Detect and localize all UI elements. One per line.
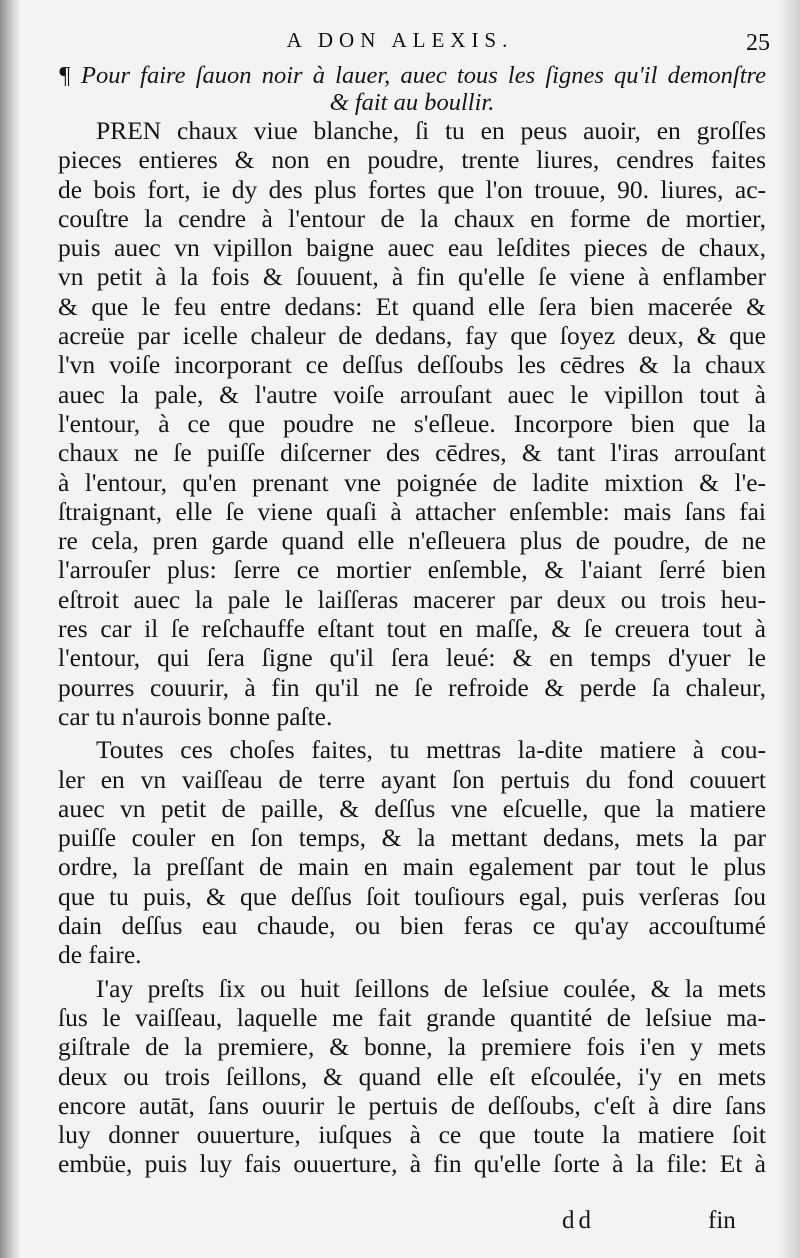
text-line: & que le feu entre dedans: Et quand elle ſera bien macerée &	[58, 291, 766, 321]
text-line: encore autāt, ſans ouurir le pertuis de deſſoubs, c'eſt à dire ſans	[58, 1090, 766, 1120]
text-line: l'arrouſer plus: ſerre ce mortier enſemble, & l'aiant ſerré bien	[58, 555, 766, 585]
text-line: luy donner ouuerture, iuſques à ce que toute la matiere ſoit	[58, 1120, 766, 1150]
text-line: pieces entieres & non en poudre, trente liures, cendres faites	[58, 145, 766, 175]
paragraph	[58, 116, 766, 731]
text-line: acreüe par icelle chaleur de dedans, fay que ſoyez deux, & que	[58, 321, 766, 351]
page-header	[0, 28, 800, 60]
text-line: PREN chaux viue blanche, ſi tu en peus auoir, en groſſes	[96, 116, 766, 145]
text-line: Toutes ces choſes faites, tu mettras la-dite matiere à cou-	[96, 735, 766, 765]
text-line: de bois fort, ie dy des plus fortes que l'on trouue, 90. liures, ac-	[58, 174, 766, 204]
text-line: res car il ſe reſchauffe eſtant tout en maſſe, & ſe creuera tout à	[58, 614, 766, 644]
signature-mark: dd	[562, 1207, 595, 1234]
page-edge-shadow	[778, 0, 800, 1258]
page-footer	[0, 1207, 800, 1237]
text-line: ler en vn vaiſſeau de terre ayant ſon pertuis du fond couuert	[58, 764, 766, 794]
text-line: auec la pale, & l'autre voiſe arrouſant auec le vipillon tout à	[58, 379, 766, 409]
text-line: embüe, puis luy fais ouuerture, à fin qu'elle ſorte à la file: Et à	[58, 1149, 766, 1179]
text-line: re cela, pren garde quand elle n'eſleuera plus de poudre, de ne	[58, 526, 766, 556]
text-line: l'entour, à ce que poudre ne s'eſleue. Incorpore bien que la	[58, 408, 766, 438]
text-line: ſtraignant, elle ſe viene quaſi à attacher enſemble: mais ſans fai	[58, 496, 766, 526]
text-line: à l'entour, qu'en prenant vne poignée de ladite mixtion & l'e-	[58, 467, 766, 497]
paragraph	[58, 735, 766, 969]
text-line: puiſſe couler en ſon temps, & la mettant dedans, mets la par	[58, 823, 766, 853]
title-line: & fait au boullir.	[329, 89, 495, 116]
section-title	[58, 62, 766, 116]
text-line: que tu puis, & que deſſus ſoit touſiours egal, puis verſeras ſou	[58, 881, 766, 911]
text-line: eſtroit auec la pale le laiſſeras macerer par deux ou trois heu-	[58, 584, 766, 614]
text-line: l'vn voiſe incorporant ce deſſus deſſoubs les cēdres & la chaux	[58, 350, 766, 380]
paragraph	[58, 974, 766, 1179]
text-block	[58, 62, 766, 1179]
page-number: 25	[746, 30, 770, 56]
text-line: vn petit à la fois & ſouuent, à fin qu'elle ſe viene à enflamber	[58, 262, 766, 292]
text-line: couſtre la cendre à l'entour de la chaux en forme de mortier,	[58, 203, 766, 233]
page-gutter-shadow	[0, 0, 20, 1258]
text-line: dain deſſus eau chaude, ou bien feras ce qu'ay accouſtumé	[58, 911, 766, 941]
text-line: auec vn petit de paille, & deſſus vne eſcuelle, que la matiere	[58, 793, 766, 823]
text-line: puis auec vn vipillon baigne auec eau leſdites pieces de chaux,	[58, 233, 766, 263]
text-line: I'ay preſts ſix ou huit ſeillons de leſsiue coulée, & la mets	[96, 973, 766, 1003]
text-line: car tu n'aurois bonne paſte.	[58, 701, 333, 731]
text-line: de faire.	[58, 940, 142, 970]
text-line: ſus le vaiſſeau, laquelle me fait grande quantité de leſsiue ma-	[58, 1002, 766, 1032]
running-head: A DON ALEXIS.	[286, 28, 514, 52]
text-line: chaux ne ſe puiſſe diſcerner des cēdres, & tant l'iras arrouſant	[58, 438, 766, 468]
text-line: ordre, la preſſant de main en main egalement par tout le plus	[58, 852, 766, 882]
text-line: giſtrale de la premiere, & bonne, la premiere fois i'en y mets	[58, 1032, 766, 1062]
title-line: ¶ Pour faire ſauon noir à lauer, auec tous les ſignes qu'il demonſtre	[58, 62, 766, 89]
text-line: pourres couurir, à fin qu'il ne ſe refroide & perde ſa chaleur,	[58, 672, 766, 702]
catchword: fin	[708, 1207, 736, 1234]
text-line: l'entour, qui ſera ſigne qu'il ſera leué: & en temps d'yuer le	[58, 643, 766, 673]
text-line: deux ou trois ſeillons, & quand elle eſt eſcoulée, i'y en mets	[58, 1061, 766, 1091]
